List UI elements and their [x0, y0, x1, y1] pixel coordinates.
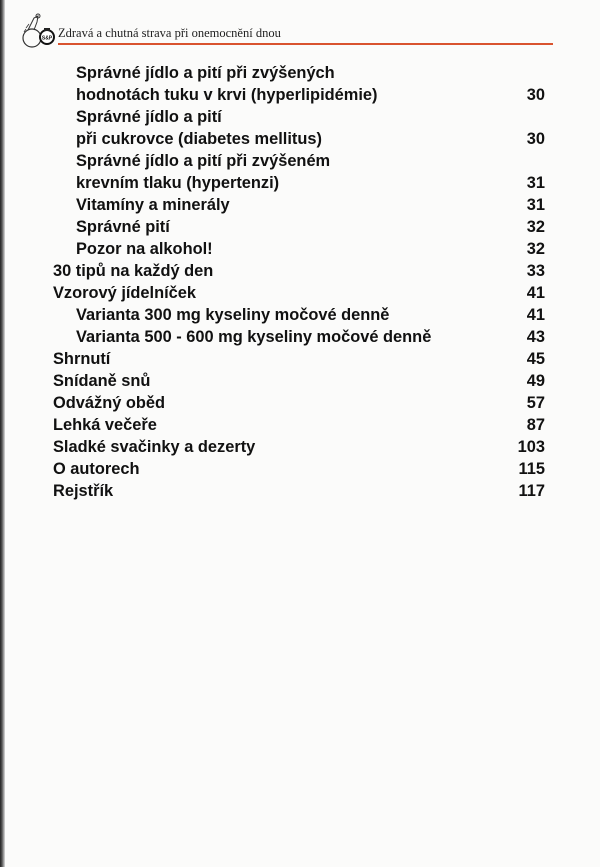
toc-page-number: 32: [526, 218, 545, 236]
toc-page-number: 49: [526, 372, 545, 390]
toc-entry-title: Správné jídlo a pití při zvýšeném: [76, 152, 331, 170]
toc-entry-title: Rejstřík: [53, 482, 114, 500]
toc-page-number: 87: [526, 416, 545, 434]
toc-page-number: 57: [526, 394, 545, 412]
toc-page-number: 31: [526, 196, 545, 214]
toc-entry: [53, 84, 545, 106]
toc-entry-title: Lehká večeře: [53, 416, 157, 434]
toc-entry: [53, 62, 545, 84]
toc-entry-title: Varianta 500 - 600 mg kyseliny močové denně: [76, 328, 432, 346]
toc-entry-title: O autorech: [53, 460, 140, 478]
toc-entry: [53, 238, 545, 260]
chef-pot-logo-icon: [20, 10, 62, 50]
toc-entry-title: 30 tipů na každý den: [53, 262, 214, 280]
toc-page-number: 30: [526, 86, 545, 104]
toc-entry: [53, 392, 545, 414]
toc-page-number: 32: [526, 240, 545, 258]
toc-entry: [53, 260, 545, 282]
toc-entry: [53, 458, 545, 480]
toc-page-number: 115: [518, 460, 545, 478]
table-of-contents: [53, 62, 545, 502]
toc-entry-title: Pozor na alkohol!: [76, 240, 213, 258]
toc-entry-title: hodnotách tuku v krvi (hyperlipidémie): [76, 86, 378, 104]
toc-entry: [53, 216, 545, 238]
toc-entry: [53, 150, 545, 172]
toc-entry-title: při cukrovce (diabetes mellitus): [76, 130, 322, 148]
toc-page-number: 117: [518, 482, 545, 500]
toc-entry-title: Správné jídlo a pití při zvýšených: [76, 64, 335, 82]
toc-entry: [53, 480, 545, 502]
toc-page-number: 41: [526, 284, 545, 302]
toc-entry: [53, 282, 545, 304]
toc-entry-title: Snídaně snů: [53, 372, 151, 390]
toc-entry-title: Odvážný oběd: [53, 394, 166, 412]
toc-entry: [53, 370, 545, 392]
toc-entry: [53, 106, 545, 128]
toc-page-number: 30: [526, 130, 545, 148]
toc-entry-title: Správné pití: [76, 218, 170, 236]
toc-entry-title: Shrnutí: [53, 350, 111, 368]
toc-page-number: 45: [526, 350, 545, 368]
toc-entry-title: krevním tlaku (hypertenzi): [76, 174, 280, 192]
page-binding-edge: [0, 0, 5, 867]
toc-entry: [53, 348, 545, 370]
running-header: [20, 10, 560, 50]
toc-page-number: 43: [526, 328, 545, 346]
toc-page-number: 33: [526, 262, 545, 280]
toc-page-number: 31: [526, 174, 545, 192]
toc-entry: [53, 436, 545, 458]
toc-entry: [53, 172, 545, 194]
toc-page-number: 103: [517, 438, 545, 456]
toc-entry-title: Správné jídlo a pití: [76, 108, 222, 126]
toc-entry: [53, 414, 545, 436]
toc-entry: [53, 194, 545, 216]
toc-entry-title: Vitamíny a minerály: [76, 196, 230, 214]
toc-entry: [53, 326, 545, 348]
toc-page-number: 41: [526, 306, 545, 324]
svg-text:S&P: S&P: [41, 35, 53, 42]
toc-entry-title: Vzorový jídelníček: [53, 284, 197, 302]
toc-entry: [53, 304, 545, 326]
toc-entry-title: Sladké svačinky a dezerty: [53, 438, 256, 456]
header-rule: [58, 43, 553, 45]
toc-entry-title: Varianta 300 mg kyseliny močové denně: [76, 306, 390, 324]
header-title: Zdravá a chutná strava při onemocnění dnou: [58, 26, 281, 40]
toc-entry: [53, 128, 545, 150]
